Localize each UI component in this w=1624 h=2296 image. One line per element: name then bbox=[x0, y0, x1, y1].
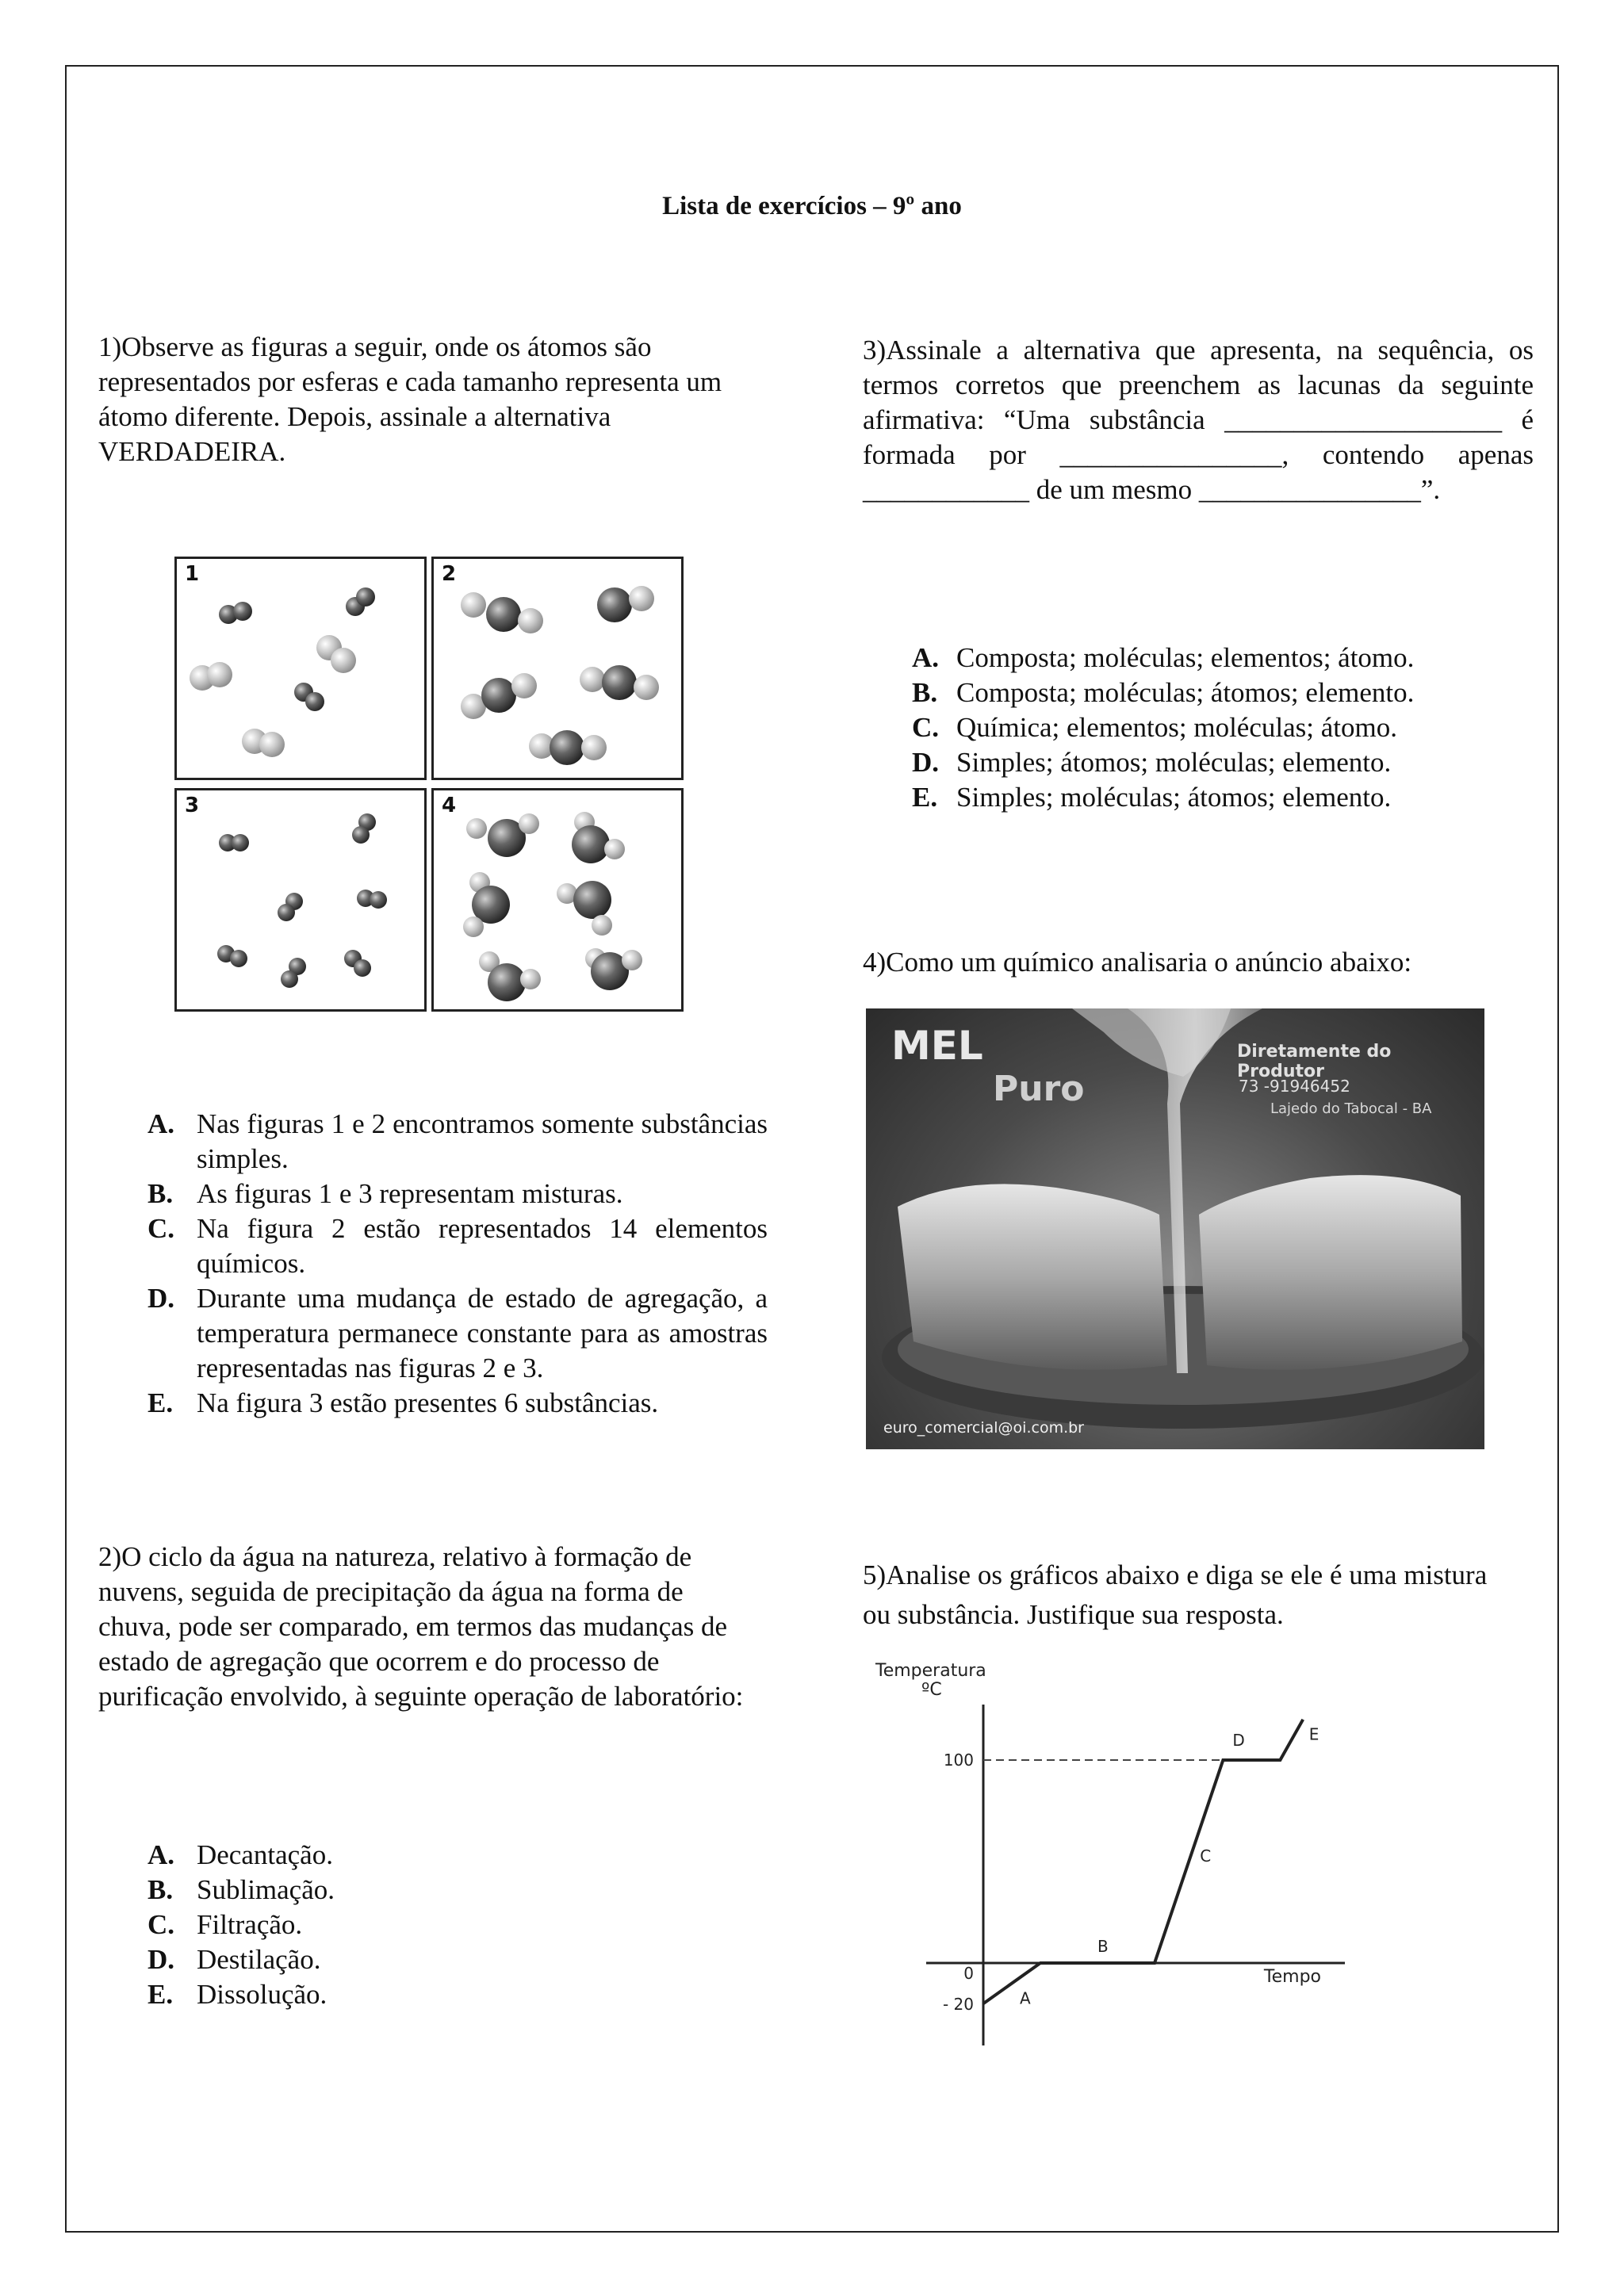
q3-alt-c-letter: C. bbox=[912, 712, 940, 743]
honey-advertisement bbox=[866, 1008, 1484, 1449]
q3-alt-c[interactable] bbox=[912, 710, 1530, 745]
q1-alt-d-letter: D. bbox=[147, 1283, 175, 1314]
figure-4 bbox=[431, 788, 684, 1012]
question-3-text: 3)Assinale a alternativa que apresenta, na sequência, os termos corretos que preenchem as lacunas da seguinte afirmativa: “Uma substância ____________________ é formada por ________________, contendo apenas ____________ de um mesmo ________________”. bbox=[863, 335, 1534, 505]
figure-3-drawing bbox=[177, 790, 424, 1009]
q3-alt-d[interactable] bbox=[912, 745, 1530, 780]
q2-alt-c-letter: C. bbox=[147, 1909, 175, 1940]
q3-alt-d-text: Simples; átomos; moléculas; elemento. bbox=[956, 747, 1392, 778]
page-title: Lista de exercícios – 9º ano bbox=[662, 192, 962, 220]
segment-label-a: A bbox=[1020, 1988, 1031, 2008]
ad-email: euro_comercial@oi.com.br bbox=[883, 1419, 1084, 1437]
segment-label-c: C bbox=[1200, 1846, 1212, 1866]
question-3 bbox=[863, 333, 1534, 507]
q3-alt-a-text: Composta; moléculas; elementos; átomo. bbox=[956, 642, 1415, 673]
question-2-text: 2)O ciclo da água na natureza, relativo à formação de nuvens, seguida de precipitação da água na forma de chuva, pode ser comparado, em termos das mudanças de estado de agregação que ocorrem e do processo de purificação envolvido, à seguinte operação de laboratório: bbox=[98, 1541, 744, 1712]
ad-tagline: Diretamente do Produtor bbox=[1237, 1042, 1392, 1081]
question-5-text: 5)Analise os gráficos abaixo e diga se ele é uma mistura ou substância. Justifique sua resposta. bbox=[863, 1559, 1488, 1630]
q2-alt-c[interactable] bbox=[147, 1908, 544, 1942]
q3-alt-b[interactable] bbox=[912, 675, 1530, 710]
q1-alt-a[interactable] bbox=[147, 1107, 768, 1177]
figure-3 bbox=[174, 788, 427, 1012]
q2-alt-b-text: Sublimação. bbox=[197, 1874, 335, 1905]
question-3-alternatives bbox=[912, 641, 1530, 815]
q3-alt-c-text: Química; elementos; moléculas; átomo. bbox=[956, 712, 1397, 743]
figure-4-drawing bbox=[434, 790, 681, 1009]
q1-alt-c-text: Na figura 2 estão representados 14 elementos químicos. bbox=[197, 1213, 768, 1279]
figure-4-label: 4 bbox=[442, 794, 457, 817]
q3-alt-b-text: Composta; moléculas; átomos; elemento. bbox=[956, 677, 1415, 708]
q1-alt-d-text: Durante uma mudança de estado de agregação, a temperatura permanece constante para as amostras representadas nas figuras 2 e 3. bbox=[197, 1283, 768, 1383]
q2-alt-a-letter: A. bbox=[147, 1839, 175, 1870]
y-tick-minus-20: - 20 bbox=[942, 1995, 974, 2015]
question-5 bbox=[863, 1556, 1534, 1635]
q1-alt-a-letter: A. bbox=[147, 1108, 175, 1139]
q2-alt-b-letter: B. bbox=[147, 1874, 174, 1905]
question-2-alternatives bbox=[147, 1838, 544, 2012]
q1-alt-c-letter: C. bbox=[147, 1213, 175, 1244]
q2-alt-d[interactable] bbox=[147, 1942, 544, 1977]
question-2 bbox=[98, 1540, 769, 1714]
q1-alt-b-text: As figuras 1 e 3 representam misturas. bbox=[197, 1178, 623, 1209]
figure-1-label: 1 bbox=[185, 562, 200, 586]
y-axis-title: Temperatura bbox=[875, 1661, 986, 1681]
q1-alt-e-text: Na figura 3 estão presentes 6 substâncias. bbox=[197, 1387, 659, 1418]
y-tick-100: 100 bbox=[943, 1751, 974, 1770]
segment-label-e: E bbox=[1308, 1724, 1320, 1744]
q2-alt-d-text: Destilação. bbox=[197, 1944, 321, 1975]
y-tick-0: 0 bbox=[963, 1964, 974, 1983]
figure-3-label: 3 bbox=[185, 794, 200, 817]
heating-curve-chart bbox=[869, 1649, 1361, 2061]
q2-alt-c-text: Filtração. bbox=[197, 1909, 303, 1940]
ad-subheadline: Puro bbox=[993, 1069, 1085, 1109]
q3-alt-e-text: Simples; moléculas; átomos; elemento. bbox=[956, 782, 1392, 813]
q3-alt-b-letter: B. bbox=[912, 677, 938, 708]
q3-alt-e[interactable] bbox=[912, 780, 1530, 815]
segment-label-b: B bbox=[1097, 1937, 1109, 1956]
heating-curve-line bbox=[983, 1720, 1303, 2003]
q2-alt-b[interactable] bbox=[147, 1873, 544, 1908]
q1-alt-b[interactable] bbox=[147, 1177, 768, 1211]
q2-alt-e-letter: E. bbox=[147, 1979, 174, 2010]
q2-alt-e-text: Dissolução. bbox=[197, 1979, 327, 2010]
y-axis-unit: ºC bbox=[921, 1680, 942, 1700]
question-1-text: 1)Observe as figuras a seguir, onde os átomos são representados por esferas e cada tamanho representa um átomo diferente. Depois, assinale a alternativa VERDADEIRA. bbox=[98, 331, 722, 467]
q1-alt-e[interactable] bbox=[147, 1386, 768, 1421]
figure-2-label: 2 bbox=[442, 562, 457, 586]
segment-label-d: D bbox=[1232, 1731, 1245, 1750]
question-4 bbox=[863, 945, 1534, 980]
question-1-alternatives bbox=[147, 1107, 768, 1421]
q1-alt-e-letter: E. bbox=[147, 1387, 174, 1418]
q3-alt-a[interactable] bbox=[912, 641, 1530, 675]
figure-1-drawing bbox=[177, 559, 424, 778]
question-4-text: 4)Como um químico analisaria o anúncio abaixo: bbox=[863, 947, 1412, 978]
q2-alt-d-letter: D. bbox=[147, 1944, 175, 1975]
figure-2 bbox=[431, 557, 684, 780]
q1-alt-a-text: Nas figuras 1 e 2 encontramos somente substâncias simples. bbox=[197, 1108, 768, 1174]
q3-alt-d-letter: D. bbox=[912, 747, 940, 778]
figure-1 bbox=[174, 557, 427, 780]
ad-phone: 73 -91946452 bbox=[1239, 1077, 1350, 1096]
q3-alt-a-letter: A. bbox=[912, 642, 940, 673]
q1-alt-c[interactable] bbox=[147, 1211, 768, 1281]
q3-alt-e-letter: E. bbox=[912, 782, 938, 813]
ad-headline: MEL bbox=[891, 1023, 983, 1069]
q2-alt-a[interactable] bbox=[147, 1838, 544, 1873]
q2-alt-e[interactable] bbox=[147, 1977, 544, 2012]
x-axis-title: Tempo bbox=[1263, 1967, 1321, 1987]
q1-alt-b-letter: B. bbox=[147, 1178, 174, 1209]
ad-place: Lajedo do Tabocal - BA bbox=[1270, 1100, 1432, 1117]
q2-alt-a-text: Decantação. bbox=[197, 1839, 333, 1870]
figure-2-drawing bbox=[434, 559, 681, 778]
q1-alt-d[interactable] bbox=[147, 1281, 768, 1386]
question-1 bbox=[98, 330, 769, 469]
